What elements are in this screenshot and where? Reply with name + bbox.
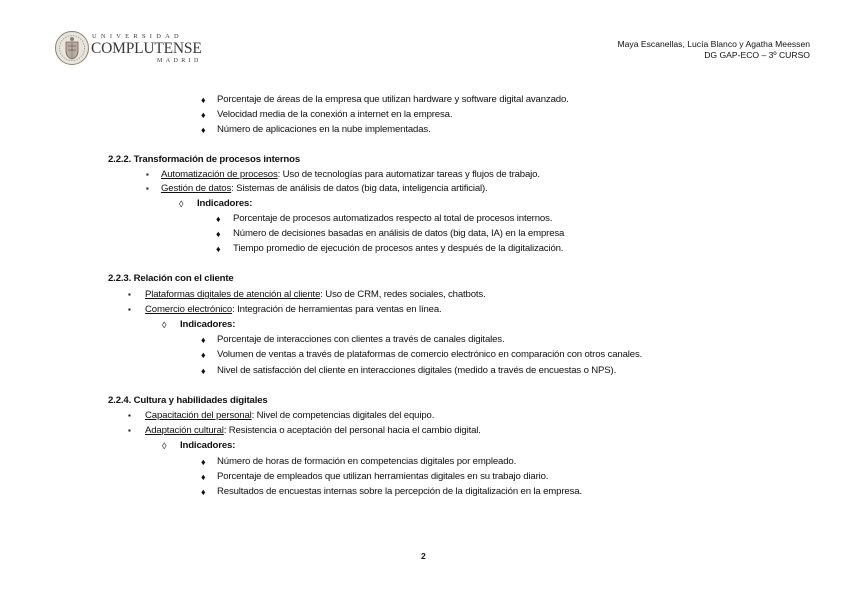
section-heading: 2.2.4. Cultura y habilidades digitales bbox=[108, 395, 268, 406]
square-bullet-icon: ▪ bbox=[128, 411, 131, 420]
indicators-label: Indicadores: bbox=[180, 440, 236, 451]
diamond-bullet-icon: ♦ bbox=[201, 472, 206, 482]
square-bullet-icon: ▪ bbox=[128, 305, 131, 314]
list-item: Número de aplicaciones en la nube implementadas. bbox=[217, 124, 431, 135]
item-description: : Resistencia o aceptación del personal hacia el cambio digital. bbox=[223, 425, 481, 436]
item-term: Capacitación del personal bbox=[145, 410, 252, 421]
list-item: Resultados de encuestas internas sobre la percepción de la digitalización en la empresa. bbox=[217, 486, 582, 497]
page-number: 2 bbox=[421, 551, 426, 561]
list-item: Tiempo promedio de ejecución de procesos antes y después de la digitalización. bbox=[233, 243, 564, 254]
lozenge-bullet-icon: ◊ bbox=[162, 441, 167, 451]
item-description: : Uso de CRM, redes sociales, chatbots. bbox=[320, 289, 486, 300]
item-term: Adaptación cultural bbox=[145, 425, 224, 436]
diamond-bullet-icon: ♦ bbox=[201, 110, 206, 120]
list-item: Porcentaje de empleados que utilizan herramientas digitales en su trabajo diario. bbox=[217, 471, 549, 482]
lozenge-bullet-icon: ◊ bbox=[179, 199, 184, 209]
lozenge-bullet-icon: ◊ bbox=[162, 320, 167, 330]
list-item: Número de horas de formación en competencias digitales por empleado. bbox=[217, 456, 517, 467]
diamond-bullet-icon: ♦ bbox=[216, 214, 221, 224]
indicators-label: Indicadores: bbox=[180, 319, 236, 330]
item-description: : Sistemas de análisis de datos (big data, inteligencia artificial). bbox=[231, 183, 488, 194]
diamond-bullet-icon: ♦ bbox=[201, 366, 206, 376]
item-description: : Integración de herramientas para ventas en línea. bbox=[232, 304, 442, 315]
list-item: Porcentaje de áreas de la empresa que utilizan hardware y software digital avanzado. bbox=[217, 94, 569, 105]
list-item: Porcentaje de procesos automatizados respecto al total de procesos internos. bbox=[233, 213, 553, 224]
list-item bbox=[161, 169, 540, 181]
list-item: Velocidad media de la conexión a internet en la empresa. bbox=[217, 109, 453, 120]
list-item: Número de decisiones basadas en análisis de datos (big data, IA) en la empresa bbox=[233, 228, 565, 239]
diamond-bullet-icon: ♦ bbox=[201, 350, 206, 360]
header-authors: Maya Escanellas, Lucía Blanco y Agatha Meessen bbox=[617, 39, 810, 49]
diamond-bullet-icon: ♦ bbox=[201, 335, 206, 345]
logo-line-1: UNIVERSIDAD bbox=[92, 33, 183, 40]
list-item bbox=[145, 304, 442, 316]
list-item bbox=[161, 183, 488, 195]
diamond-bullet-icon: ♦ bbox=[201, 457, 206, 467]
list-item bbox=[145, 425, 481, 437]
list-item: Porcentaje de interacciones con clientes a través de canales digitales. bbox=[217, 334, 505, 345]
indicators-label: Indicadores: bbox=[197, 198, 253, 209]
list-item: Nivel de satisfacción del cliente en interacciones digitales (medido a través de encuestas o NPS). bbox=[217, 365, 617, 376]
diamond-bullet-icon: ♦ bbox=[216, 229, 221, 239]
list-item: Volumen de ventas a través de plataformas de comercio electrónico en comparación con otros canales. bbox=[217, 349, 643, 360]
diamond-bullet-icon: ♦ bbox=[216, 244, 221, 254]
diamond-bullet-icon: ♦ bbox=[201, 487, 206, 497]
diamond-bullet-icon: ♦ bbox=[201, 95, 206, 105]
square-bullet-icon: ▪ bbox=[128, 426, 131, 435]
logo-line-2: COMPLUTENSE bbox=[91, 40, 202, 57]
university-seal-icon bbox=[54, 30, 90, 66]
item-term: Automatización de procesos bbox=[161, 169, 278, 180]
list-item bbox=[145, 289, 486, 301]
item-description: : Nivel de competencias digitales del equipo. bbox=[251, 410, 435, 421]
square-bullet-icon: ▪ bbox=[146, 170, 149, 179]
list-item bbox=[145, 410, 434, 422]
header-course: DG GAP-ECO – 3º CURSO bbox=[704, 50, 810, 60]
item-term: Gestión de datos bbox=[161, 183, 232, 194]
diamond-bullet-icon: ♦ bbox=[201, 125, 206, 135]
logo-line-3: MADRID bbox=[157, 58, 202, 64]
section-heading: 2.2.3. Relación con el cliente bbox=[108, 273, 234, 284]
square-bullet-icon: ▪ bbox=[128, 290, 131, 299]
section-heading: 2.2.2. Transformación de procesos internos bbox=[108, 154, 301, 165]
item-term: Comercio electrónico bbox=[145, 304, 233, 315]
item-term: Plataformas digitales de atención al cliente bbox=[145, 289, 321, 300]
item-description: : Uso de tecnologías para automatizar tareas y flujos de trabajo. bbox=[277, 169, 540, 180]
square-bullet-icon: ▪ bbox=[146, 184, 149, 193]
